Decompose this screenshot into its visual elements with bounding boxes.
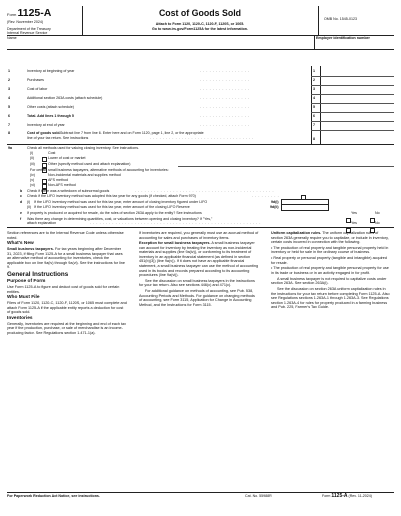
instructions-column-2: [139, 231, 259, 309]
bullet-2: Real property or personal property (tangible and intangible) acquired for resale.: [271, 256, 387, 265]
whats-new-lead: Small business taxpayers.: [7, 247, 54, 252]
paperwork-notice: For Paperwork Reduction Act Notice, see instructions.: [7, 493, 100, 498]
ein-field[interactable]: [315, 40, 394, 49]
form-id-block: [7, 8, 79, 35]
website-instruction: Go to www.irs.gov/Form1125A for the latest information.: [152, 26, 248, 31]
footer-form-id: Form 1125-A (Rev. 11-2024): [322, 492, 372, 499]
line-2-amount[interactable]: [321, 76, 394, 84]
whats-new-text: For tax years beginning after December 31, 2023, if filing Form 1125-A for a small business taxpayer that uses an alternative method of accounting for inventories, check the applicable box on line 9a(iv) through 9a(vi). See the instructions for line 9.: [7, 247, 125, 270]
inventories-heading: Inventories: [7, 316, 33, 322]
accrual-text: If inventories are required, you generally must use an accrual method of accounting for sales and purchases of inventory items.: [139, 231, 259, 240]
department-name: Department of the Treasury: [7, 26, 51, 31]
instructions-column-3: Uniform capitalization rules. The uniform capitalization rules of section 263A generally require you to capitalize, or include in inventory, certain costs incurred in connection with the following. • The production of real property and tangible personal property held in inventory or held for sale in the ordinary course of business. • Real property or personal property (tangible and intangible) acquired for resale. • The production of real property and tangible personal property for use in its trade or business or in an activity engaged in for profit. A small business taxpayer is not required to capitalize costs under section 263A. See section 263A(i). See the discussion on section 263A uniform capitalization rules in the instructions for your tax return before completing Form 1125-A. Also see Regulations sections 1.263A-1 through 1.263A-3. See Regulations section 1.263A-4 for rules for property produced in a farming business and Pub. 225, Farmer's Tax Guide.: [271, 231, 390, 310]
purpose-heading: Purpose of Form: [7, 279, 46, 285]
revision-date: (Rev. November 2024): [7, 20, 44, 24]
small-business-discussion: See the discussion on small business taxpayers in the instructions for your tax return. Also see sections 446(c) and 471(c).: [139, 278, 255, 288]
purpose-text: Use Form 1125-A to figure and deduct cost of goods sold for certain entities.: [7, 285, 120, 294]
exception-text: A small business taxpayer can account for inventory by treating the inventory as non-incidental materials and supplies (line 9a(iv)), or conforming to its treatment of inventory in an applicable financial statement (as defined in section 451(b)(3)) (line 9a(v)). If it does not have an applicable financial statement, a small business taxpayer can use the method of accounting used in its books and records prepared according to its accounting procedures (line 9a(vi)).: [139, 241, 259, 278]
name-label: Name: [7, 35, 17, 40]
small-business-note: For certain small business taxpayers, alternative methods of accounting for inventories:: [30, 167, 169, 172]
other-method-field[interactable]: [178, 166, 394, 167]
inventories-text: Generally, inventories are required at the beginning and end of each tax year if the production, purchase, or sale of merchandise is an income-producing factor. See Regulations section 1.471-1(a).: [7, 321, 126, 336]
line-5-amount[interactable]: [321, 103, 394, 111]
form-word: Form: [7, 12, 17, 17]
catalog-number: Cat. No. 55988R: [245, 493, 272, 498]
line-1-amount[interactable]: [321, 67, 394, 75]
attach-instruction: Attach to Form 1120, 1120-C, 1120-F, 1120S, or 1065.: [155, 22, 245, 26]
line-7-amount[interactable]: [321, 121, 394, 129]
additional-guidance: For additional guidance on methods of accounting, see Pub. 538, Accounting Periods and Methods. For guidance on changing methods of accounting, see Form 3115, Application for Change in Accounting Method, and the Instructions for Form 3115.: [139, 289, 255, 307]
263a-discussion: See the discussion on section 263A uniform capitalization rules in the instructions for your tax return before completing Form 1125-A. Also see Regulations sections 1.263A-1 through 1.263A-3. See Regulations section 1.263A-4 for rules for property produced in a farming business and Pub. 225, Farmer's Tax Guide.: [271, 286, 390, 310]
line-3-amount[interactable]: [321, 85, 394, 93]
form-number: 1125-A: [17, 7, 52, 19]
line-4-amount[interactable]: [321, 94, 394, 102]
unicap-lead: Uniform capitalization rules.: [271, 231, 322, 235]
bullet-3: The production of real property and tangible personal property for use in its trade or business or in an activity engaged in for profit.: [271, 266, 389, 275]
who-must-file-heading: Who Must File: [7, 295, 40, 301]
whats-new-heading: What's New: [7, 241, 34, 247]
name-field[interactable]: [7, 40, 313, 49]
form-title: Cost of Goods Sold: [158, 8, 242, 18]
omb-number: OMB No. 1545-0123: [324, 17, 357, 21]
who-must-file-text: Filers of Form 1120, 1120-C, 1120-F, 1120S, or 1065 must complete and attach Form 1125-A if the applicable entity reports a deduction for cost of goods sold.: [7, 301, 127, 315]
general-instructions-heading: General Instructions: [7, 271, 69, 279]
line-6-amount[interactable]: [321, 112, 394, 120]
line-8-amount[interactable]: [321, 131, 394, 143]
ein-label: Employer identification number: [316, 35, 370, 40]
lifo-reserve-field[interactable]: [281, 204, 329, 211]
exception-lead: Exception for small business taxpayers.: [139, 241, 211, 246]
agency-name: Internal Revenue Service: [7, 30, 48, 35]
bullet-1: The production of real property and tangible personal property held in inventory or held for sale in the ordinary course of business.: [271, 245, 389, 255]
intro-text: Section references are to the Internal Revenue Code unless otherwise noted.: [7, 231, 124, 240]
instructions-column-1: [7, 231, 127, 337]
unicap-text: The uniform capitalization rules of section 263A generally require you to capitalize, or include in inventory, certain costs incurred in connection with the following.: [271, 231, 389, 245]
small-business-263a: A small business taxpayer is not required to capitalize costs under section 263A. See section 263A(i).: [271, 276, 387, 286]
